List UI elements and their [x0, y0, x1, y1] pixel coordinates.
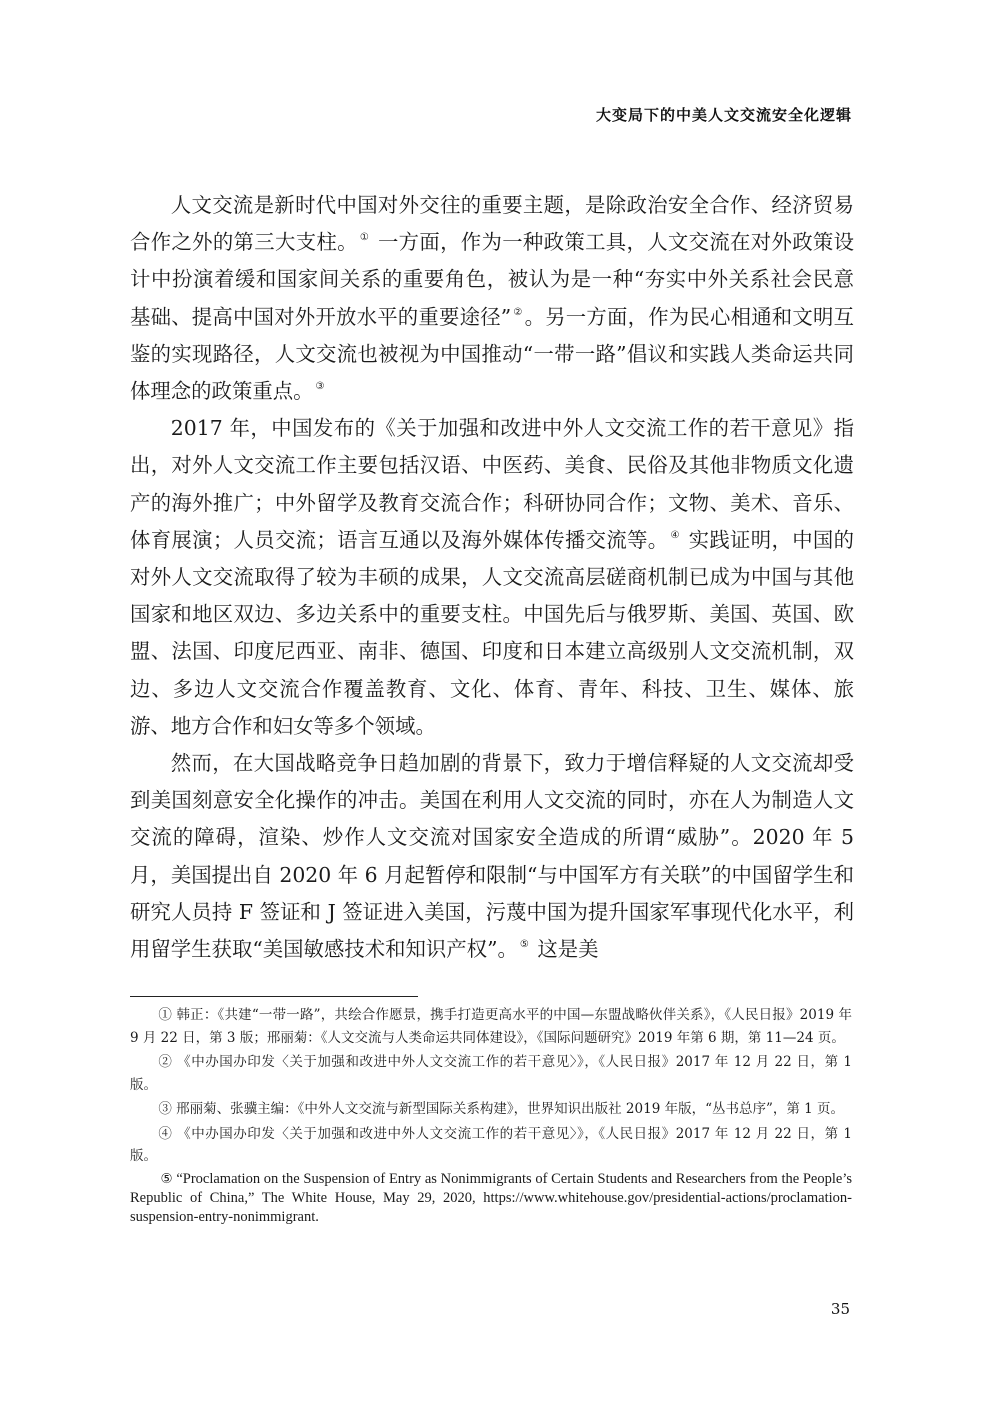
footnotes	[130, 1004, 852, 1229]
article-body	[130, 187, 854, 968]
footnote-marker: ②	[158, 1054, 173, 1070]
footnote-text: 《中办国办印发〈关于加强和改进中外人文交流工作的若干意见〉》，《人民日报》2017 年 12 月 22 日，第 1 版。	[130, 1054, 853, 1093]
footnote-divider	[130, 996, 418, 997]
footnote-ref[interactable]: ⑤	[519, 939, 529, 951]
footnote-ref[interactable]: ②	[513, 306, 523, 318]
footnote-marker: ③	[158, 1101, 172, 1117]
paragraph-text: 这是美	[530, 937, 599, 962]
paragraph-text: 人文交流是新时代中国对外交往的重要主题，是除政治安全合作、经济贸易合作之外的第三大支柱。	[130, 193, 854, 255]
footnote-ref[interactable]: ③	[315, 381, 325, 393]
footnote-text: “Proclamation on the Suspension of Entry as Nonimmigrants of Certain Students and Researchers from the People’s Republic of China,” The White House, May 29, 2020, https://www.whitehouse.gov/presidential-actions/proclamation-suspension-entry-nonimmigrant.	[130, 1170, 852, 1225]
paragraph	[130, 410, 854, 745]
paragraph-text: 。另一方面，作为民心相通和文明互鉴的实现路径，人文交流也被视为中国推动“一带一路”倡议和实践人类命运共同体理念的政策重点。	[130, 304, 854, 404]
footnote-marker: ⑤	[160, 1170, 173, 1187]
paragraph-text: 然而，在大国战略竞争日趋加剧的背景下，致力于增信释疑的人文交流却受到美国刻意安全化操作的冲击。美国在利用人文交流的同时，亦在人为制造人文交流的障碍，渲染、炒作人文交流对国家安全造成的所谓“威胁”。2020 年 5 月，美国提出自 2020 年 6 月起暂停和限制“与中国军方有关联”的中国留学生和研究人员持 F 签证和 J 签证进入美国，污蔑中国为提升国家军事现代化水平，利用留学生获取“美国敏感技术和知识产权”。	[130, 751, 854, 962]
paragraph-text: 2017 年，中国发布的《关于加强和改进中外人文交流工作的若干意见》指出，对外人文交流工作主要包括汉语、中医药、美食、民俗及其他非物质文化遗产的海外推广；中外留学及教育交流合作；科研协同合作；文物、美术、音乐、体育展演；人员交流；语言互通以及海外媒体传播交流等。	[130, 416, 854, 552]
paragraph	[130, 745, 854, 968]
footnote-text: 韩正：《共建“一带一路”，共绘合作愿景，携手打造更高水平的中国—东盟战略伙伴关系》，《人民日报》2019 年 9 月 22 日，第 3 版；邢丽菊：《人文交流与人类命运共同体建设》，《国际问题研究》2019 年第 6 期，第 11—24 页。	[130, 1007, 852, 1046]
footnote-text: 邢丽菊、张骥主编：《中外人文交流与新型国际关系构建》，世界知识出版社 2019 年版，“丛书总序”，第 1 页。	[171, 1101, 845, 1117]
footnote	[130, 1123, 852, 1168]
footnote	[130, 1170, 852, 1227]
running-title: 大变局下的中美人文交流安全化逻辑	[595, 106, 852, 124]
footnote	[130, 1051, 852, 1096]
paragraph-text: 实践证明，中国的对外人文交流取得了较为丰硕的成果，人文交流高层磋商机制已成为中国与其他国家和地区双边、多边关系中的重要支柱。中国先后与俄罗斯、美国、英国、欧盟、法国、印度尼西亚、南非、德国、印度和日本建立高级别人文交流机制，双边、多边人文交流合作覆盖教育、文化、体育、青年、科技、卫生、媒体、旅游、地方合作和妇女等多个领域。	[130, 527, 855, 738]
paragraph	[130, 187, 854, 410]
footnote-ref[interactable]: ①	[359, 232, 370, 244]
footnote-marker: ①	[158, 1007, 173, 1023]
page-number: 35	[830, 1300, 850, 1318]
footnote-marker: ④	[158, 1125, 173, 1142]
footnote-ref[interactable]: ④	[670, 529, 680, 541]
footnote-text: 《中办国办印发〈关于加强和改进中外人文交流工作的若干意见〉》，《人民日报》2017 年 12 月 22 日，第 1 版。	[130, 1125, 853, 1164]
footnote	[130, 1004, 852, 1049]
footnote	[130, 1098, 852, 1121]
paragraph-text: 一方面，作为一种政策工具，人文交流在对外政策设计中扮演着缓和国家间关系的重要角色，被认为是一种“夯实中外关系社会民意基础、提高中国对外开放水平的重要途径”	[130, 230, 855, 329]
